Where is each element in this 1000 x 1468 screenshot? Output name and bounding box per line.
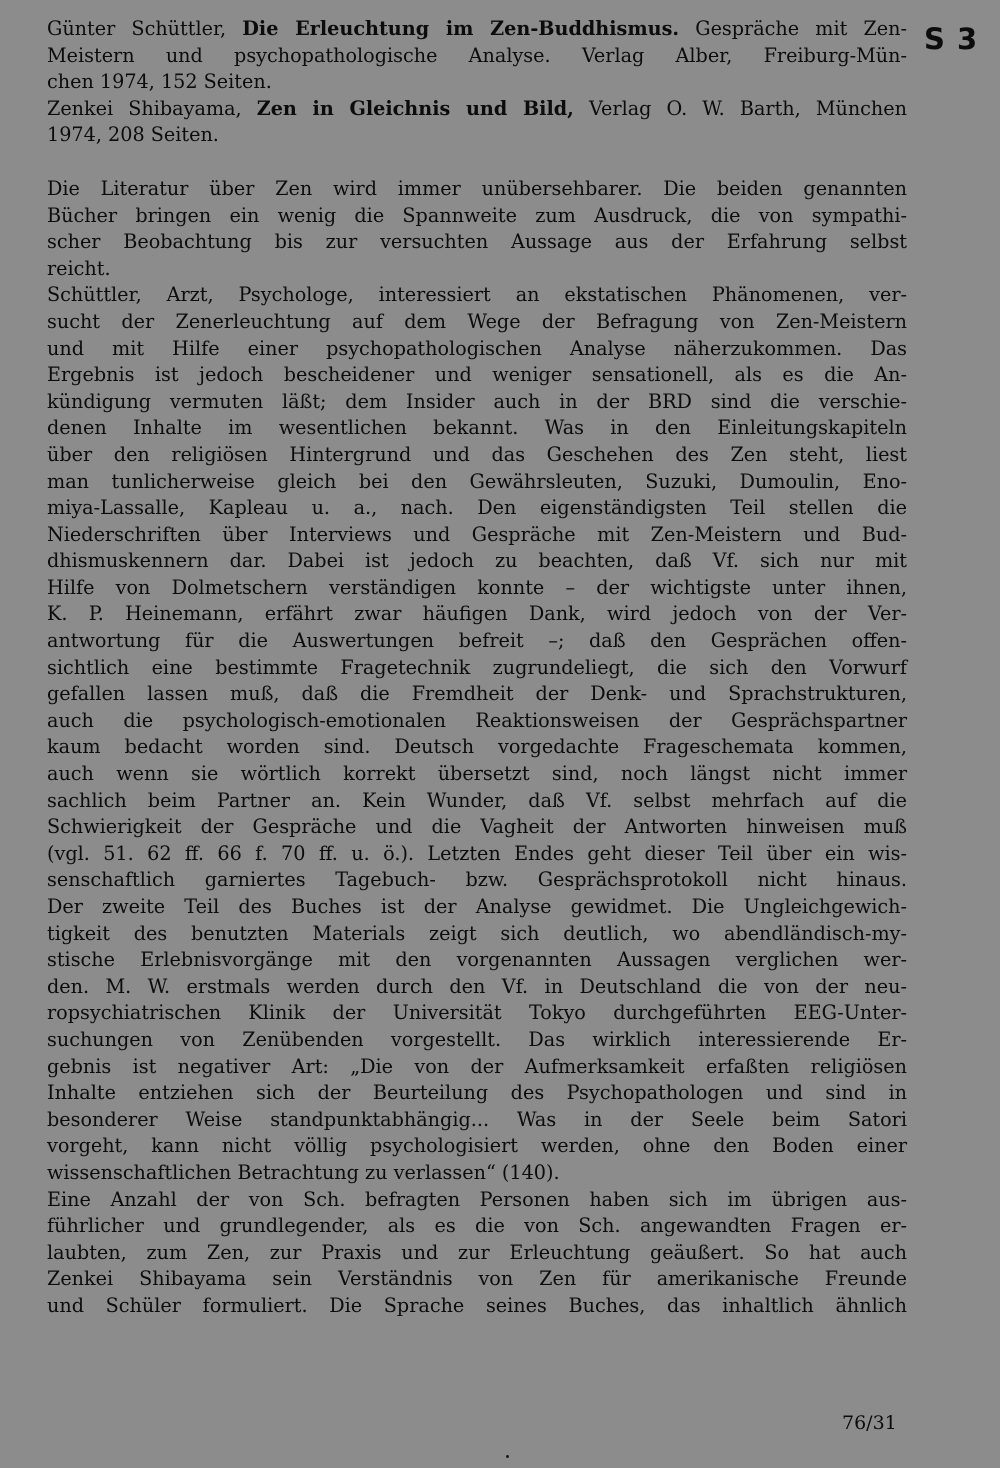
paragraph bbox=[47, 176, 907, 282]
text-line: suchungen von Zenübenden vorgestellt. Das wirklich interessierende Er- bbox=[47, 1027, 907, 1051]
text-line: scher Beobachtung bis zur versuchten Aussage aus der Erfahrung selbst bbox=[47, 230, 907, 254]
book-author: Zenkei Shibayama, bbox=[47, 96, 257, 120]
text-line: man tunlicherweise gleich bei den Gewährsleuten, Suzuki, Dumoulin, Eno- bbox=[47, 469, 907, 493]
text-line: Eine Anzahl der von Sch. befragten Personen haben sich im übrigen aus- bbox=[47, 1187, 907, 1211]
text-line bbox=[47, 16, 907, 43]
text-line: Der zweite Teil des Buches ist der Analyse gewidmet. Die Ungleichgewich- bbox=[47, 895, 907, 918]
text-line: miya-Lassalle, Kapleau u. a., nach. Den eigenständigsten Teil stellen die bbox=[47, 496, 907, 520]
text-line: 1974, 208 Seiten. bbox=[47, 123, 219, 147]
text-line: sucht der Zenerleuchtung auf dem Wege der Befragung von Zen-Meistern bbox=[47, 309, 907, 333]
text-line bbox=[47, 96, 907, 123]
text-line: dhismuskennern dar. Dabei ist jedoch zu beachten, daß Vf. sich nur mit bbox=[47, 549, 907, 573]
text-line: antwortung für die Auswertungen befreit –; daß den Gesprächen offen- bbox=[47, 629, 907, 653]
text-line: gefallen lassen muß, daß die Fremdheit der Denk- und Sprachstrukturen, bbox=[47, 682, 907, 706]
text-line: und Schüler formuliert. Die Sprache seines Buches, das inhaltlich ähnlich bbox=[47, 1293, 907, 1317]
text-line: über den religiösen Hintergrund und das Geschehen des Zen steht, liest bbox=[47, 442, 907, 466]
text-line: sachlich beim Partner an. Kein Wunder, daß Vf. selbst mehrfach auf die bbox=[47, 788, 907, 812]
text-line: und mit Hilfe einer psychopathologischen Analyse näherzukommen. Das bbox=[47, 336, 907, 360]
text-line: Bücher bringen ein wenig die Spannweite zum Ausdruck, die von sympathi- bbox=[47, 203, 907, 227]
book-title: Zen in Gleichnis und Bild, bbox=[256, 96, 574, 120]
book-details: Gespräche mit Zen- bbox=[679, 17, 907, 40]
text-line: stische Erlebnisvorgänge mit den vorgenannten Aussagen verglichen wer- bbox=[47, 948, 907, 972]
bibliography-entry bbox=[47, 96, 907, 149]
text-line: senschaftlich garniertes Tagebuch- bzw. Gesprächsprotokoll nicht hinaus. bbox=[47, 868, 907, 892]
text-line: Schwierigkeit der Gespräche und die Vagheit der Antworten hinweisen muß bbox=[47, 815, 907, 839]
book-title: Die Erleuchtung im Zen-Buddhismus. bbox=[242, 17, 680, 40]
text-line: gebnis ist negativer Art: „Die von der Aufmerksamkeit erfaßten religiösen bbox=[47, 1054, 907, 1078]
text-line: Hilfe von Dolmetschern verständigen konnte – der wichtigste unter ihnen, bbox=[47, 575, 907, 599]
text-line: tigkeit des benutzten Materials zeigt sich deutlich, wo abendländisch-my- bbox=[47, 921, 907, 945]
book-details: Verlag O. W. Barth, München bbox=[573, 96, 907, 120]
paragraph bbox=[47, 1187, 907, 1320]
text-line: (vgl. 51. 62 ff. 66 f. 70 ff. u. ö.). Letzten Endes geht dieser Teil über ein wis- bbox=[47, 841, 907, 865]
text-line: Meistern und psychopathologische Analyse. Verlag Alber, Freiburg-Mün- bbox=[47, 43, 907, 67]
text-line: Schüttler, Arzt, Psychologe, interessiert an ekstatischen Phänomenen, ver- bbox=[47, 283, 907, 307]
document-body bbox=[47, 16, 907, 1320]
text-line: ropsychiatrischen Klinik der Universität Tokyo durchgeführten EEG-Unter- bbox=[47, 1001, 907, 1025]
text-line: Inhalte entziehen sich der Beurteilung des Psychopathologen und sind in bbox=[47, 1081, 907, 1105]
text-line: auch wenn sie wörtlich korrekt übersetzt sind, noch längst nicht immer bbox=[47, 762, 907, 786]
text-line: denen Inhalte im wesentlichen bekannt. Was in den Einleitungskapiteln bbox=[47, 416, 907, 440]
text-line: besonderer Weise standpunktabhängig... Was in der Seele beim Satori bbox=[47, 1107, 907, 1131]
text-line: auch die psychologisch-emotionalen Reaktionsweisen der Gesprächspartner bbox=[47, 708, 907, 732]
text-line: Niederschriften über Interviews und Gespräche mit Zen-Meistern und Bud- bbox=[47, 522, 907, 546]
text-line: reicht. bbox=[47, 256, 111, 280]
text-line: führlicher und grundlegender, als es die von Sch. angewandten Fragen er- bbox=[47, 1214, 907, 1238]
page-number: 76/31 bbox=[842, 1412, 897, 1434]
text-line: sichtlich eine bestimmte Fragetechnik zugrundeliegt, die sich den Vorwurf bbox=[47, 655, 907, 679]
text-line: kündigung vermuten läßt; dem Insider auch in der BRD sind die verschie- bbox=[47, 389, 907, 413]
text-line: Die Literatur über Zen wird immer unübersehbarer. Die beiden genannten bbox=[47, 176, 907, 200]
print-speck bbox=[506, 1455, 509, 1458]
book-author: Günter Schüttler, bbox=[47, 17, 243, 40]
paragraph bbox=[47, 282, 907, 1186]
text-line: den. M. W. erstmals werden durch den Vf. in Deutschland die von der neu- bbox=[47, 974, 907, 998]
text-line: laubten, zum Zen, zur Praxis und zur Erleuchtung geäußert. So hat auch bbox=[47, 1240, 907, 1264]
text-line: Ergebnis ist jedoch bescheidener und weniger sensationell, als es die An- bbox=[47, 363, 907, 387]
bibliography-entry bbox=[47, 16, 907, 96]
text-line: wissenschaftlichen Betrachtung zu verlassen“ (140). bbox=[47, 1160, 560, 1184]
text-line: vorgeht, kann nicht völlig psychologisiert werden, ohne den Boden einer bbox=[47, 1134, 907, 1158]
section-code: S 3 bbox=[924, 22, 979, 56]
text-line: kaum bedacht worden sind. Deutsch vorgedachte Frageschemata kommen, bbox=[47, 735, 907, 759]
text-line: Zenkei Shibayama sein Verständnis von Zen für amerikanische Freunde bbox=[47, 1267, 907, 1291]
paragraph-spacer bbox=[47, 149, 907, 176]
text-line: K. P. Heinemann, erfährt zwar häufigen Dank, wird jedoch von der Ver- bbox=[47, 602, 907, 626]
text-line: chen 1974, 152 Seiten. bbox=[47, 70, 272, 94]
